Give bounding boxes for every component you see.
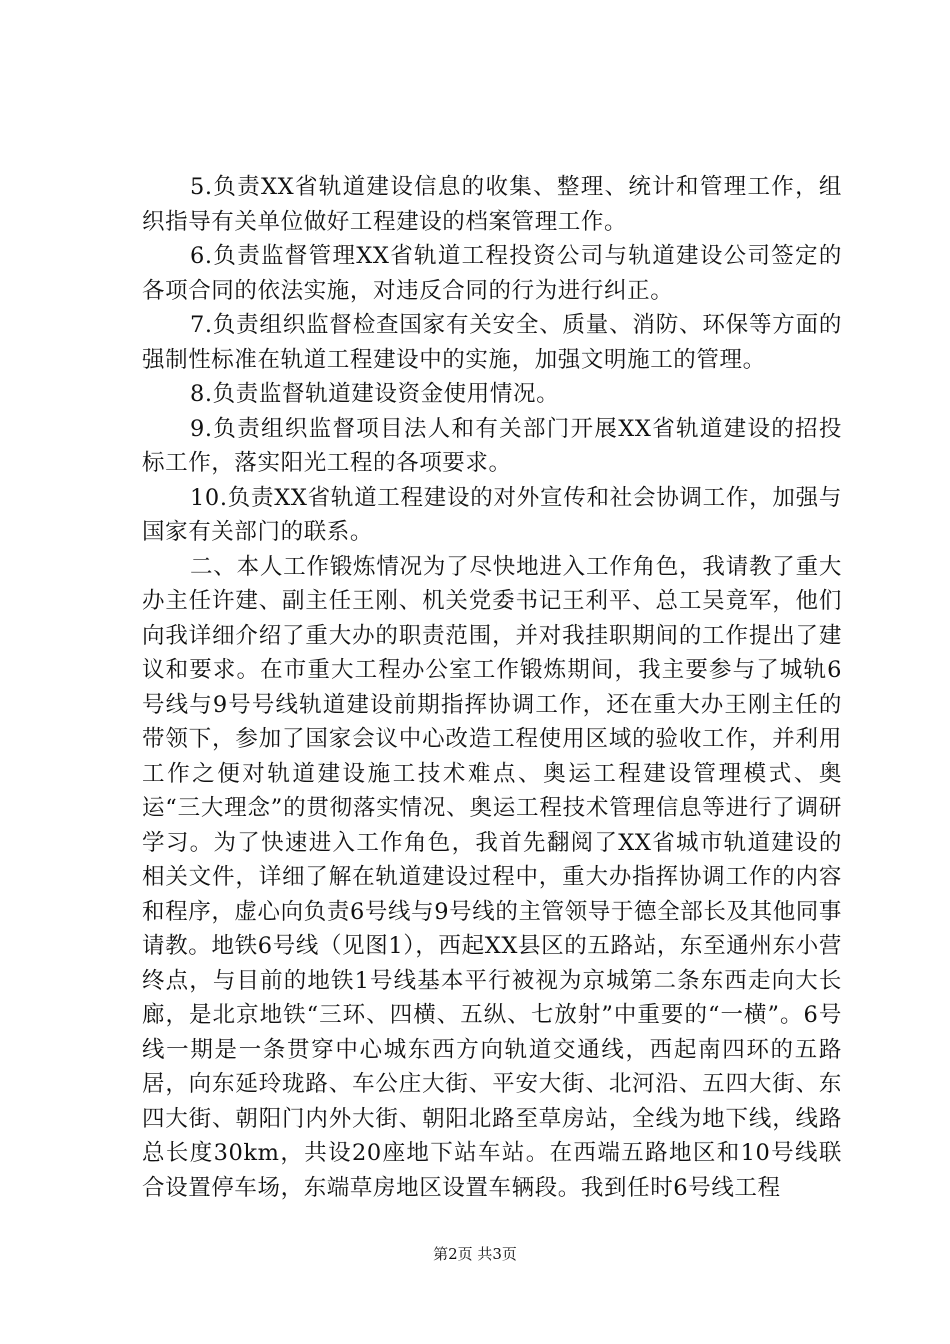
duty-item-5: 5.负责XX省轨道建设信息的收集、整理、统计和管理工作，组织指导有关单位做好工程建设的档案管理工作。 xyxy=(142,174,842,235)
duty-item-6: 6.负责监督管理XX省轨道工程投资公司与轨道建设公司签定的各项合同的依法实施，对违反合同的行为进行纠正。 xyxy=(142,243,842,304)
page-footer: 第2页 共3页 xyxy=(433,1245,517,1263)
duty-item-7: 7.负责组织监督检查国家有关安全、质量、消防、环保等方面的强制性标准在轨道工程建设中的实施，加强文明施工的管理。 xyxy=(142,312,842,373)
duty-item-10: 10.负责XX省轨道工程建设的对外宣传和社会协调工作，加强与国家有关部门的联系。 xyxy=(142,484,842,545)
duty-item-8: 8.负责监督轨道建设资金使用情况。 xyxy=(190,381,560,407)
section-2-paragraph: 二、本人工作锻炼情况为了尽快地进入工作角色，我请教了重大办主任许建、副主任王刚、机关党委书记王利平、总工吴竟军，他们向我详细介绍了重大办的职责范围，并对我挂职期间的工作提出了建议和要求。在市重大工程办公室工作锻炼期间，我主要参与了城轨6号线与9号号线轨道建设前期指挥协调工作，还在重大办王刚主任的带领下，参加了国家会议中心改造工程使用区域的验收工作，并利用工作之便对轨道建设施工技术难点、奥运工程建设管理模式、奥运“三大理念”的贯彻落实情况、奥运工程技术管理信息等进行了调研学习。为了快速进入工作角色，我首先翻阅了XX省城市轨道建设的相关文件，详细了解在轨道建设过程中，重大办指挥协调工作的内容和程序，虚心向负责6号线与9号线的主管领导于德全部长及其他同事请教。地铁6号线（见图1），西起XX县区的五路站，东至通州东小营终点，与目前的地铁1号线基本平行被视为京城第二条东西走向大长廊，是北京地铁“三环、四横、五纵、七放射”中重要的“一横”。6号线一期是一条贯穿中心城东西方向轨道交通线，西起南四环的五路居，向东延玲珑路、车公庄大街、平安大街、北河沿、五四大街、东四大街、朝阳门内外大街、朝阳北路至草房站，全线为地下线，线路总长度30km，共设20座地下站车站。在西端五路地区和10号线联合设置停车场，东端草房地区设置车辆段。我到任时6号线工程 xyxy=(142,553,842,1201)
duty-item-9: 9.负责组织监督项目法人和有关部门开展XX省轨道建设的招投标工作，落实阳光工程的各项要求。 xyxy=(142,415,842,476)
document-body xyxy=(142,170,842,1205)
